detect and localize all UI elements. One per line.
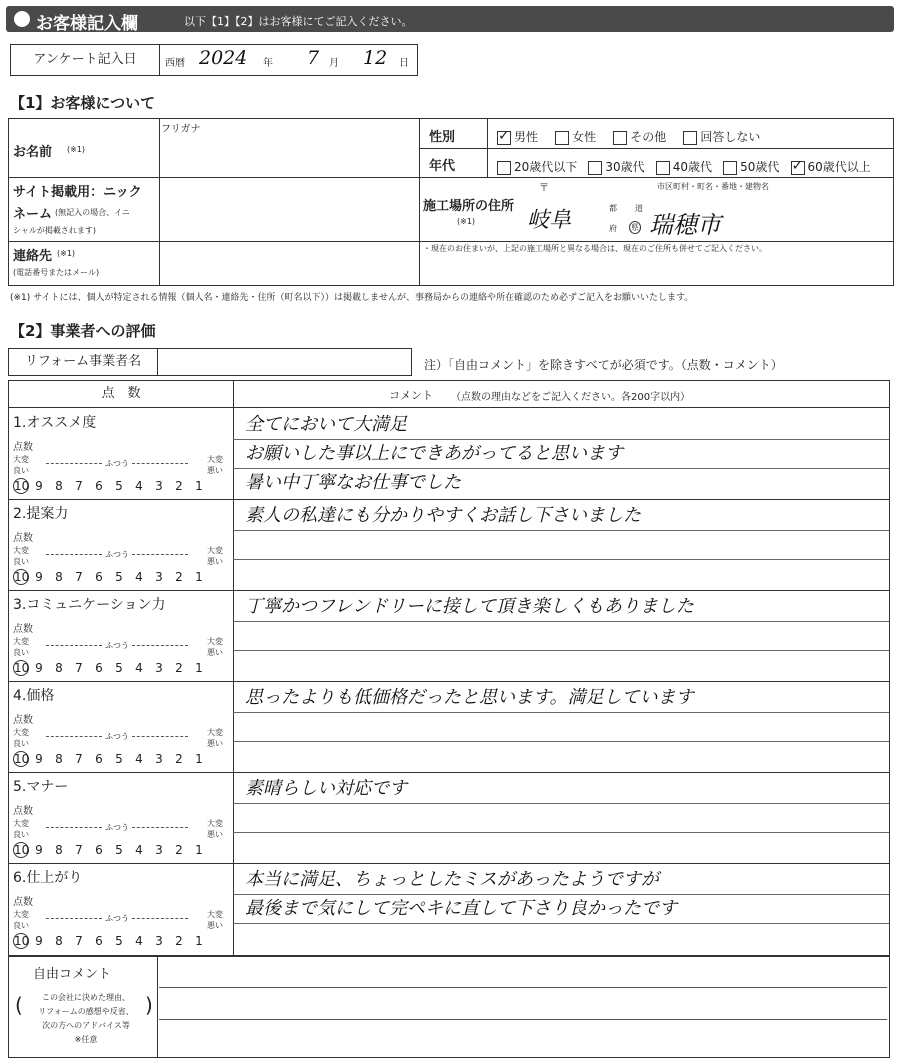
score-number[interactable]: 8 [55,479,63,493]
scale-good-1: 大変 [13,819,29,828]
criterion-title: 1.オススメ度 [13,415,97,431]
score-number[interactable]: 6 [95,479,103,493]
free-comment-note [31,991,141,1047]
score-number[interactable]: 10 [14,661,30,675]
score-number[interactable]: 1 [195,843,203,857]
comment-line[interactable]: 全てにおいて大満足 [245,414,407,435]
scale-good-1: 大変 [13,728,29,737]
gender-option-label: 男性 [514,130,539,144]
section1-title: 【1】お客様について [10,94,156,112]
address-footnote: ・現在のお住まいが、上記の施工場所と異なる場合は、現在のご住所も併せてご記入ください。 [423,244,767,253]
day-value[interactable]: 12 [363,47,388,69]
required-note: 注）「自由コメント」を除きすべてが必須です。（点数・コメント） [424,358,783,372]
comment-line[interactable]: お願いした事以上にできあがってると思います [245,443,623,464]
free-comment-field[interactable] [159,957,887,1057]
score-number[interactable]: 4 [135,843,143,857]
scale-bad-2: 悪い [207,739,223,748]
gender-option-label: 女性 [572,130,597,144]
score-number[interactable]: 2 [175,843,183,857]
name-field[interactable] [160,120,418,176]
arrow-left-icon [46,827,102,828]
score-number[interactable]: 1 [195,479,203,493]
arrow-right-icon [132,827,188,828]
evaluation-row [9,863,889,954]
score-number[interactable]: 5 [115,479,123,493]
evaluation-header [9,381,889,408]
section2-title: 【2】事業者への評価 [10,322,156,340]
age-options [497,156,871,175]
score-number[interactable]: 6 [95,843,103,857]
checkbox-icon [497,161,511,175]
scale-good-2: 良い [13,830,29,839]
survey-date-label: アンケート記入日 [11,45,160,75]
checkbox-icon [588,161,602,175]
pref-to: 都 [609,204,617,213]
contact-note: (※1) [57,249,76,258]
scale-mid: ふつう [105,550,129,559]
scale-good-2: 良い [13,557,29,566]
gender-option-female[interactable] [555,128,596,145]
comment-line[interactable]: 素人の私達にも分かりやすくお話し下さいました [245,505,641,526]
name-note: (※1) [67,145,86,154]
name-label: お名前 [13,145,53,160]
pref-fu: 府 [609,224,617,233]
score-number[interactable]: 2 [175,934,183,948]
score-label: 点数 [13,897,33,908]
furigana-label: フリガナ [161,124,201,135]
scale-arrow [43,731,191,742]
company-field[interactable] [159,349,409,375]
pref-ken: 県 [631,223,639,232]
score-number[interactable]: 5 [115,843,123,857]
comment-line[interactable]: 素晴らしい対応です [245,778,407,799]
free-note-line: この会社に決めた理由、 [42,993,130,1002]
score-number[interactable]: 10 [14,752,30,766]
scale-bad-1: 大変 [207,546,223,555]
address-note: (※1) [457,217,476,226]
age-option-60s[interactable] [791,158,871,175]
scale-mid: ふつう [105,732,129,741]
year-value[interactable]: 2024 [199,47,248,69]
score-number[interactable]: 4 [135,934,143,948]
checkbox-icon [656,161,670,175]
age-label: 年代 [429,159,456,174]
age-option-label: 20歳代以下 [514,160,578,174]
scale-bad-1: 大変 [207,637,223,646]
contact-label: 連絡先 [13,249,53,264]
arrow-left-icon [46,736,102,737]
company-label: リフォーム事業者名 [9,349,158,375]
score-number[interactable]: 9 [35,934,43,948]
score-number[interactable]: 8 [55,661,63,675]
score-number[interactable]: 7 [75,661,83,675]
arrow-right-icon [132,554,188,555]
score-number[interactable]: 5 [115,570,123,584]
scale-arrow [43,913,191,924]
score-scale [13,842,209,858]
section-header [6,6,894,32]
score-number[interactable]: 9 [35,661,43,675]
scale-arrow [43,640,191,651]
checkbox-checked-icon [497,131,511,145]
age-option-label: 60歳代以上 [807,160,871,174]
col-score-header: 点 数 [9,381,234,407]
form-subtitle: 以下【1】【2】はお客様にてご記入ください。 [184,15,413,28]
free-note-line: リフォームの感想や反省、 [38,1007,134,1016]
contact-sub: (電話番号またはメール) [13,268,100,277]
score-scale [13,660,209,676]
score-label: 点数 [13,533,33,544]
arrow-right-icon [132,645,188,646]
comment-line[interactable]: 本当に満足、ちょっとしたミスがあったようですが [245,869,659,890]
scale-good-2: 良い [13,739,29,748]
score-number[interactable]: 3 [155,934,163,948]
era-label: 西暦 [165,58,185,69]
company-row [8,348,412,376]
criterion-title: 3.コミュニケーション力 [13,597,166,613]
score-number[interactable]: 9 [35,570,43,584]
gender-option-other[interactable] [613,128,666,145]
evaluation-row [9,772,889,864]
free-comment-label: 自由コメント [33,967,112,982]
score-number[interactable]: 2 [175,752,183,766]
score-label: 点数 [13,806,33,817]
score-number[interactable]: 9 [35,843,43,857]
month-value[interactable]: 7 [307,47,320,69]
arrow-left-icon [46,645,102,646]
score-number[interactable]: 1 [195,752,203,766]
age-option-label: 30歳代 [605,160,645,174]
gender-label: 性別 [429,130,456,145]
score-number[interactable]: 3 [155,570,163,584]
scale-good-2: 良い [13,921,29,930]
score-number[interactable]: 3 [155,752,163,766]
scale-good-1: 大変 [13,546,29,555]
bullet-icon [14,11,30,27]
scale-bad-1: 大変 [207,728,223,737]
score-number[interactable]: 4 [135,752,143,766]
gender-option-label: 回答しない [700,130,761,144]
evaluation-row [9,681,889,773]
score-number[interactable]: 3 [155,479,163,493]
score-number[interactable]: 7 [75,934,83,948]
scale-arrow [43,458,191,469]
score-number[interactable]: 8 [55,570,63,584]
arrow-left-icon [46,918,102,919]
day-unit: 日 [399,58,409,69]
free-comment-section [8,956,890,1058]
age-option-20s[interactable] [497,158,577,175]
arrow-right-icon [132,463,188,464]
evaluation-row [9,590,889,682]
score-number[interactable]: 4 [135,479,143,493]
arrow-left-icon [46,554,102,555]
age-option-label: 40歳代 [672,160,713,174]
nickname-note-2: シャルが掲載されます) [13,226,96,235]
checkbox-icon [683,131,697,145]
score-number[interactable]: 4 [135,661,143,675]
score-number[interactable]: 2 [175,661,183,675]
scale-bad-1: 大変 [207,910,223,919]
score-number[interactable]: 6 [95,570,103,584]
city-value[interactable]: 瑞穂市 [649,211,721,239]
prefecture-value[interactable]: 岐阜 [527,208,572,233]
score-number[interactable]: 10 [14,843,30,857]
score-number[interactable]: 3 [155,661,163,675]
scale-bad-1: 大変 [207,455,223,464]
nickname-note-1: (無記入の場合、イニ [55,208,130,217]
scale-arrow [43,549,191,560]
score-scale [13,569,209,585]
scale-bad-1: 大変 [207,819,223,828]
score-number[interactable]: 1 [195,570,203,584]
scale-good-1: 大変 [13,910,29,919]
score-number[interactable]: 4 [135,570,143,584]
month-unit: 月 [329,58,339,69]
gender-option-label: その他 [630,130,667,144]
score-number[interactable]: 7 [75,570,83,584]
scale-mid: ふつう [105,823,129,832]
col-comment-note: （点数の理由などをご記入ください。各200字以内） [451,392,691,403]
scale-good-1: 大変 [13,455,29,464]
score-number[interactable]: 5 [115,752,123,766]
score-number[interactable]: 8 [55,843,63,857]
criterion-title: 5.マナー [13,779,69,795]
address-label: 施工場所の住所 [423,199,515,214]
checkbox-icon [723,161,737,175]
scale-arrow [43,822,191,833]
comment-line[interactable]: 暑い中丁寧なお仕事でした [245,472,461,493]
nickname-label-2: ネーム [13,207,53,222]
scale-bad-2: 悪い [207,921,223,930]
comment-line[interactable]: 最後まで気にして完ペキに直して下さり良かったです [245,898,677,919]
nickname-label-1: サイト掲載用：ニック [13,185,142,200]
arrow-right-icon [132,918,188,919]
arrow-right-icon [132,736,188,737]
paren-open: ( [15,993,23,1017]
criterion-title: 4.価格 [13,688,55,704]
scale-good-1: 大変 [13,637,29,646]
arrow-left-icon [46,463,102,464]
survey-date-row [10,44,418,76]
score-scale [13,933,209,949]
age-option-50s[interactable] [723,158,779,175]
score-number[interactable]: 2 [175,479,183,493]
scale-good-2: 良い [13,648,29,657]
age-option-label: 50歳代 [740,160,780,174]
score-number[interactable]: 3 [155,843,163,857]
address-hint: 市区町村・町名・番地・建物名 [657,182,769,191]
criterion-title: 2.提案力 [13,506,69,522]
score-number[interactable]: 9 [35,479,43,493]
score-scale [13,751,209,767]
form-title: お客様記入欄 [36,14,138,34]
score-number[interactable]: 6 [95,752,103,766]
nickname-field[interactable] [160,178,418,240]
comment-line[interactable]: 丁寧かつフレンドリーに接して頂き楽しくもありました [245,596,694,617]
scale-mid: ふつう [105,641,129,650]
age-option-40s[interactable] [656,158,712,175]
scale-bad-2: 悪い [207,466,223,475]
gender-option-male[interactable] [497,128,538,145]
gender-options [497,126,772,145]
score-number[interactable]: 5 [115,661,123,675]
score-number[interactable]: 10 [14,934,30,948]
scale-bad-2: 悪い [207,557,223,566]
score-number[interactable]: 1 [195,661,203,675]
pref-do: 道 [635,204,643,213]
privacy-footnote: (※1) サイトには、個人が特定される情報（個人名・連絡先・住所（町名以下））は掲載しませんが、事務局からの連絡や所在確認のため必ずご記入をお願いいたします。 [10,293,694,303]
score-number[interactable]: 6 [95,934,103,948]
scale-bad-2: 悪い [207,648,223,657]
evaluation-row [9,408,889,500]
comment-line[interactable]: 思ったよりも低価格だったと思います。満足しています [245,687,694,708]
free-note-line: 次の方へのアドバイス等 [42,1021,130,1030]
score-number[interactable]: 7 [75,752,83,766]
score-label: 点数 [13,442,33,453]
score-number[interactable]: 6 [95,661,103,675]
scale-mid: ふつう [105,459,129,468]
score-label: 点数 [13,715,33,726]
postal-mark: 〒 [539,183,549,194]
checkbox-icon [613,131,627,145]
score-scale [13,478,209,494]
evaluation-table [8,380,890,956]
scale-good-2: 良い [13,466,29,475]
col-comment-header: コメント [389,389,433,402]
paren-close: ) [145,993,153,1017]
score-number[interactable]: 1 [195,934,203,948]
checkbox-checked-icon [791,161,805,175]
age-option-30s[interactable] [588,158,644,175]
scale-mid: ふつう [105,914,129,923]
year-unit: 年 [263,58,273,69]
score-number[interactable]: 2 [175,570,183,584]
gender-option-no-answer[interactable] [683,128,760,145]
score-number[interactable]: 9 [35,752,43,766]
checkbox-icon [555,131,569,145]
contact-field[interactable] [160,242,418,284]
score-number[interactable]: 8 [55,752,63,766]
score-number[interactable]: 7 [75,479,83,493]
score-number[interactable]: 5 [115,934,123,948]
scale-bad-2: 悪い [207,830,223,839]
evaluation-row [9,499,889,591]
free-note-line: ※任意 [74,1035,98,1044]
score-number[interactable]: 7 [75,843,83,857]
score-number[interactable]: 10 [14,570,30,584]
score-label: 点数 [13,624,33,635]
customer-info-table [8,118,894,286]
score-number[interactable]: 8 [55,934,63,948]
score-number[interactable]: 10 [14,479,30,493]
criterion-title: 6.仕上がり [13,870,83,886]
